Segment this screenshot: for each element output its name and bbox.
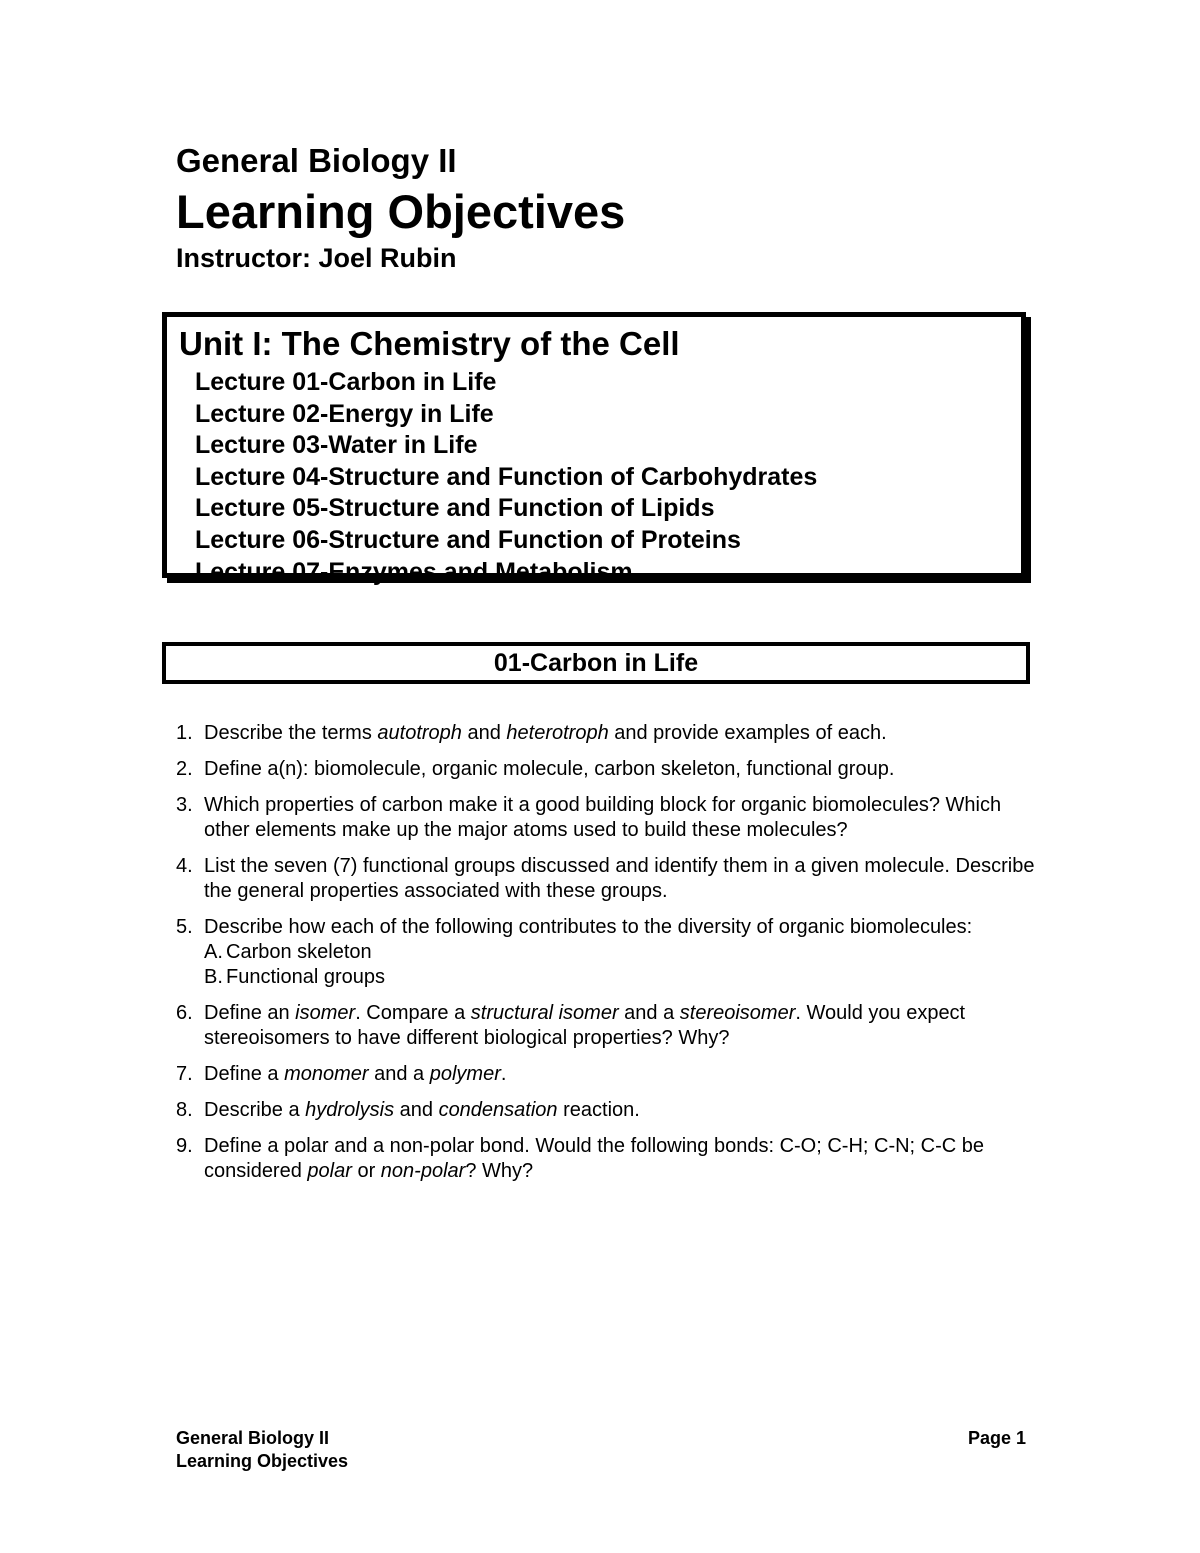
objective-text	[204, 758, 894, 780]
emphasized-term: autotroph	[377, 722, 462, 744]
text-run: Describe a	[204, 1099, 306, 1121]
lecture-list	[179, 367, 1009, 588]
text-run: Define a	[204, 1063, 285, 1085]
emphasized-term: heterotroph	[506, 722, 609, 744]
objective-item	[176, 854, 1046, 904]
objective-item	[176, 915, 1046, 990]
objective-subitem	[204, 965, 1046, 990]
objective-item	[176, 757, 1046, 782]
objective-number: 9.	[176, 1135, 193, 1157]
section-header: 01-Carbon in Life	[162, 642, 1030, 684]
text-run: Define an	[204, 1002, 296, 1024]
text-run: or	[351, 1160, 381, 1182]
lecture-item: Lecture 01-Carbon in Life	[195, 368, 497, 396]
course-name: General Biology II	[176, 142, 457, 179]
objective-item	[176, 1134, 1046, 1184]
subitem-text: Carbon skeleton	[226, 941, 372, 963]
lecture-item: Lecture 06-Structure and Function of Proteins	[195, 525, 741, 554]
objective-subitem	[204, 940, 1046, 965]
objective-text	[204, 1135, 984, 1182]
emphasized-term: monomer	[284, 1063, 369, 1085]
objective-number: 1.	[176, 722, 193, 744]
text-run: reaction.	[557, 1099, 640, 1121]
emphasized-term: isomer	[295, 1002, 356, 1024]
text-run: . Compare a	[355, 1002, 471, 1024]
lecture-item: Lecture 07-Enzymes and Metabolism	[195, 557, 633, 586]
lecture-item: Lecture 04-Structure and Function of Carbohydrates	[195, 462, 818, 491]
objective-subitems	[204, 940, 1046, 990]
subitem-letter: A.	[204, 941, 223, 963]
emphasized-term: stereoisomer	[679, 1002, 796, 1024]
objective-text	[204, 1002, 965, 1049]
objective-number: 5.	[176, 916, 193, 938]
objective-number: 7.	[176, 1063, 193, 1085]
emphasized-term: structural isomer	[470, 1002, 619, 1024]
text-run: and	[394, 1099, 439, 1121]
lecture-item: Lecture 05-Structure and Function of Lipids	[195, 494, 715, 523]
objective-number: 2.	[176, 758, 193, 780]
text-run: and provide examples of each.	[608, 722, 887, 744]
objective-number: 6.	[176, 1002, 193, 1024]
text-run: Define a(n): biomolecule, organic molecule, carbon skeleton, functional group.	[204, 758, 895, 780]
text-run: . Would you expect stereoisomers to have different biological properties? Why?	[204, 1002, 966, 1049]
instructor-line: Instructor: Joel Rubin	[176, 243, 457, 273]
page-number: Page 1	[967, 1428, 1026, 1448]
document-title: Learning Objectives	[176, 185, 626, 238]
text-run: List the seven (7) functional groups discussed and identify them in a given molecule. Describe the general properties associated with these groups.	[204, 855, 1035, 902]
text-run: and a	[618, 1002, 680, 1024]
objective-item	[176, 793, 1046, 843]
objective-item	[176, 721, 1046, 746]
footer-course: General Biology II	[176, 1428, 330, 1448]
text-run: ? Why?	[465, 1160, 534, 1182]
emphasized-term: polar	[307, 1160, 352, 1182]
text-run: and	[461, 722, 507, 744]
lecture-item: Lecture 02-Energy in Life	[195, 399, 494, 428]
page-footer	[176, 1427, 1026, 1473]
objective-text	[204, 855, 1034, 902]
text-run: Describe the terms	[204, 722, 378, 744]
text-run: Which properties of carbon make it a good building block for organic biomolecules? Which other elements make up the major atoms used to build these molecules?	[204, 794, 1002, 841]
objective-text	[204, 1063, 506, 1085]
subitem-text: Functional groups	[226, 966, 385, 988]
objective-item	[176, 1098, 1046, 1123]
subitem-letter: B.	[204, 966, 223, 988]
objectives-list	[176, 721, 1046, 1195]
objective-item	[176, 1062, 1046, 1087]
emphasized-term: hydrolysis	[305, 1099, 395, 1121]
unit-box	[162, 312, 1026, 586]
footer-title: Learning Objectives	[176, 1451, 349, 1471]
objective-text	[204, 1099, 640, 1121]
objective-text	[204, 722, 887, 744]
text-run: .	[500, 1063, 507, 1085]
objective-number: 3.	[176, 794, 193, 816]
objective-number: 8.	[176, 1099, 193, 1121]
title-block	[176, 141, 625, 275]
text-run: and a	[368, 1063, 430, 1085]
objective-text	[204, 794, 1001, 841]
objective-item	[176, 1001, 1046, 1051]
lecture-item: Lecture 03-Water in Life	[195, 431, 478, 460]
objective-text	[204, 916, 972, 938]
emphasized-term: condensation	[438, 1099, 558, 1121]
emphasized-term: non-polar	[380, 1160, 466, 1182]
emphasized-term: polymer	[429, 1063, 501, 1085]
unit-title: Unit I: The Chemistry of the Cell	[179, 325, 680, 362]
objective-number: 4.	[176, 855, 193, 877]
text-run: Define a polar and a non-polar bond. Would the following bonds: C-O; C-H; C-N; C-C be considered	[204, 1135, 985, 1182]
text-run: Describe how each of the following contributes to the diversity of organic biomolecules:	[204, 916, 973, 938]
